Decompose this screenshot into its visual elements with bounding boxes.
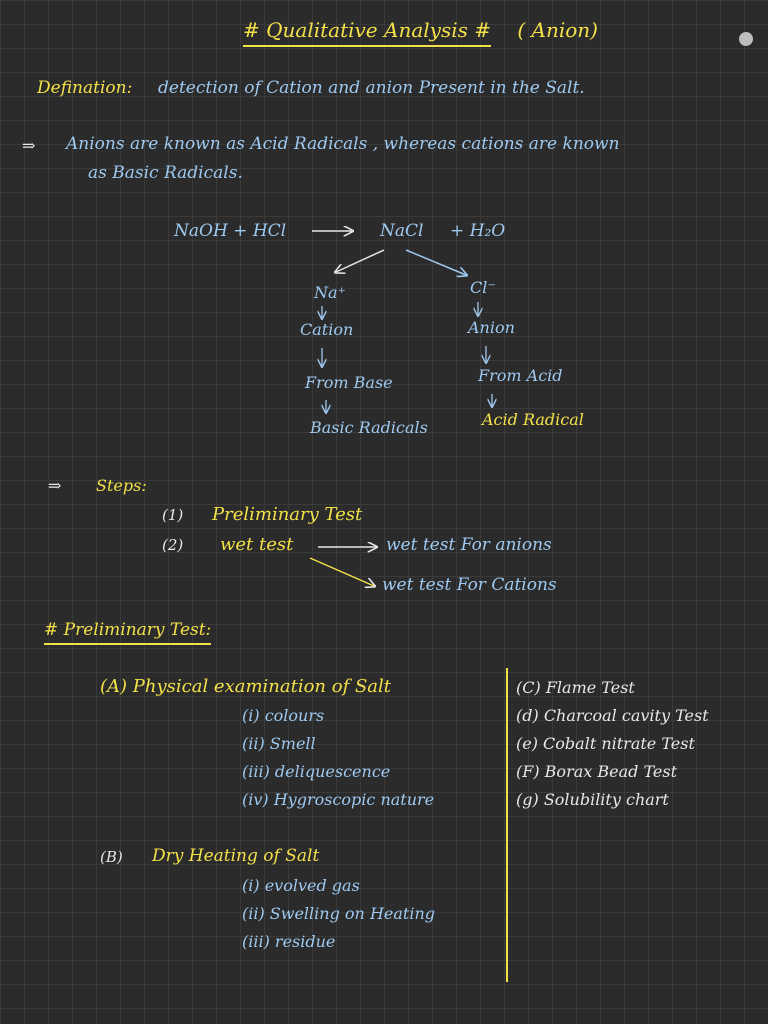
- section-a-item: (i) colours: [242, 706, 325, 725]
- title-sub: ( Anion): [517, 18, 598, 42]
- wet-test-cations: wet test For Cations: [382, 575, 557, 595]
- reaction-nacl: NaCl: [380, 221, 424, 241]
- definition-label: Defination:: [37, 78, 133, 98]
- anion-type: Anion: [468, 318, 515, 337]
- title-main: # Qualitative Analysis #: [243, 18, 491, 47]
- step2-text: wet test: [220, 534, 294, 555]
- test-item: (g) Solubility chart: [516, 790, 669, 809]
- definition-text: detection of Cation and anion Present in the Salt.: [158, 78, 585, 98]
- implies-arrow-icon: ⇒: [22, 136, 36, 155]
- wet-cation-arrow-icon: [310, 558, 374, 586]
- test-item: (d) Charcoal cavity Test: [516, 706, 709, 725]
- preliminary-heading: # Preliminary Test:: [44, 622, 211, 639]
- section-b-title: Dry Heating of Salt: [152, 846, 320, 866]
- section-b-item: (ii) Swelling on Heating: [242, 904, 435, 923]
- step1-num: (1): [162, 506, 184, 524]
- section-b-item: (i) evolved gas: [242, 876, 360, 895]
- wet-test-anions: wet test For anions: [386, 535, 552, 555]
- cation-source: From Base: [305, 373, 393, 392]
- section-a-item: (iv) Hygroscopic nature: [242, 790, 435, 809]
- anion-radical: Acid Radical: [482, 410, 584, 429]
- section-b-num: (B): [100, 848, 123, 866]
- section-a-item: (ii) Smell: [242, 734, 316, 753]
- anions-note-line2: as Basic Radicals.: [88, 163, 243, 183]
- test-item: (e) Cobalt nitrate Test: [516, 734, 695, 753]
- steps-label: Steps:: [96, 476, 147, 495]
- split-arrow-right-icon: [406, 250, 466, 275]
- reaction-lhs: NaOH + HCl: [174, 221, 287, 241]
- split-arrow-left-icon: [336, 250, 384, 272]
- section-b-item: (iii) residue: [242, 932, 336, 951]
- cation-type: Cation: [300, 320, 354, 339]
- step2-num: (2): [162, 536, 184, 554]
- cation-radical: Basic Radicals: [310, 418, 428, 437]
- anion-source: From Acid: [478, 366, 563, 385]
- section-a-title: (A) Physical examination of Salt: [100, 676, 392, 697]
- steps-arrow-icon: ⇒: [48, 476, 62, 495]
- step1-text: Preliminary Test: [212, 504, 363, 525]
- cation-ion: Na⁺: [314, 283, 346, 302]
- test-item: (F) Borax Bead Test: [516, 762, 677, 781]
- section-a-item: (iii) deliquescence: [242, 762, 391, 781]
- anion-ion: Cl⁻: [470, 278, 496, 297]
- anions-note-line1: Anions are known as Acid Radicals , whereas cations are known: [66, 134, 620, 154]
- test-item: (C) Flame Test: [516, 678, 635, 697]
- reaction-h2o: + H₂O: [450, 221, 506, 241]
